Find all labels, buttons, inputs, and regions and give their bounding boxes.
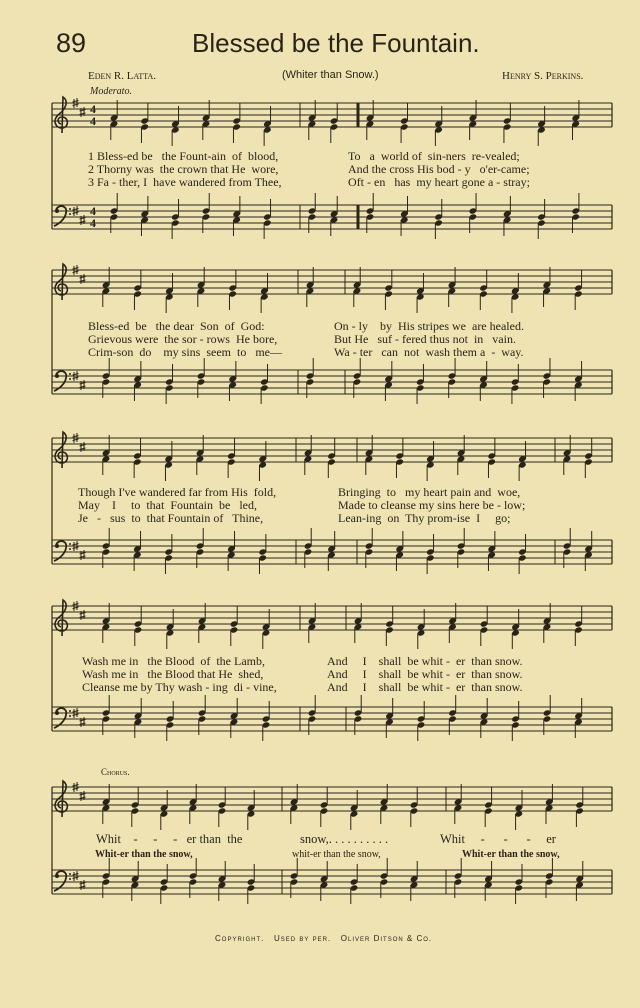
- bass-clef-icon: [55, 874, 59, 878]
- bass-clef-icon: [69, 378, 71, 380]
- sharp-icon: [80, 215, 86, 225]
- bass-clef-icon: [69, 548, 71, 550]
- lyrics-verse-left: Bless-ed be the dear Son of God: Grievous were the sor - rows He bore, Crim-son do my sins seem to me—: [88, 319, 282, 359]
- bass-clef-icon: [69, 208, 71, 210]
- time-signature: 4 4: [90, 102, 96, 128]
- bass-clef-icon: [69, 710, 71, 712]
- chorus-bass-lyric: Whit-er than the snow,: [95, 849, 193, 860]
- sharp-icon: [80, 791, 86, 801]
- sharp-icon: [80, 107, 86, 117]
- chorus-lyric: Whit - - - er than the: [96, 832, 243, 846]
- sharp-icon: [80, 550, 86, 560]
- lyrics-verse-right: On - ly by His stripes we are healed. But He suf - fered thus not in vain. Wa - ter can not wash them a - way.: [334, 319, 524, 359]
- lyrics-verse-left: Though I've wandered far from His fold, May I to that Fountain be led, Je - sus to that Fountain of Thine,: [78, 485, 277, 525]
- subtitle: (Whiter than Snow.): [282, 69, 379, 81]
- lyrics-verse-right: And I shall be whit - er than snow. And I shall be whit - er than snow. And I shall be whit - er than snow.: [327, 654, 523, 694]
- lyrics-verse-right: Bringing to my heart pain and woe, Made to cleanse my sins here be - low; Lean-ing on Thy prom-ise I go;: [338, 485, 526, 525]
- bass-clef-icon: [69, 878, 71, 880]
- chorus-lyric: snow,. . . . . . . . . .: [300, 832, 389, 846]
- bass-clef-icon: [55, 374, 59, 378]
- bass-clef-icon: [55, 209, 59, 213]
- sharp-icon: [80, 380, 86, 390]
- chorus-lyric: Whit - - - er: [440, 832, 556, 846]
- hymn-number: 89: [56, 28, 87, 58]
- chorus-bass-lyric: Whit-er than the snow,: [462, 849, 560, 860]
- time-signature: 4 4: [90, 204, 96, 230]
- lyrics-verse-left: Wash me in the Blood of the Lamb, Wash me in the Blood that He shed, Cleanse me by Thy wash - ing di - vine,: [82, 654, 277, 694]
- copyright-footer: Copyright. Used by per. Oliver Ditson & Co.: [215, 934, 433, 943]
- bass-clef-icon: [69, 213, 71, 215]
- composer: Henry S. Perkins.: [502, 70, 584, 82]
- author: Eden R. Latta.: [88, 70, 157, 82]
- bass-clef-icon: [69, 873, 71, 875]
- chorus-label: Chorus.: [101, 767, 130, 777]
- sharp-icon: [80, 442, 86, 452]
- tempo-marking: Moderato.: [90, 86, 132, 97]
- bass-clef-icon: [55, 711, 59, 715]
- bass-clef-icon: [69, 543, 71, 545]
- bass-clef-icon: [69, 715, 71, 717]
- bass-clef-icon: [69, 373, 71, 375]
- sharp-icon: [80, 610, 86, 620]
- hymn-title: Blessed be the Fountain.: [192, 28, 480, 58]
- lyrics-verse-right: To a world of sin-ners re-vealed; And the cross His bod - y o'er-came; Oft - en has my heart gone a - stray;: [348, 149, 530, 189]
- chorus-bass-lyric: whit-er than the snow,: [292, 849, 381, 860]
- bass-clef-icon: [55, 544, 59, 548]
- sharp-icon: [80, 717, 86, 727]
- sharp-icon: [80, 880, 86, 890]
- sharp-icon: [80, 274, 86, 284]
- lyrics-verse-left: 1 Bless-ed be the Fount-ain of blood, 2 Thorny was the crown that He wore, 3 Fa - ther, I have wandered from Thee,: [88, 149, 282, 189]
